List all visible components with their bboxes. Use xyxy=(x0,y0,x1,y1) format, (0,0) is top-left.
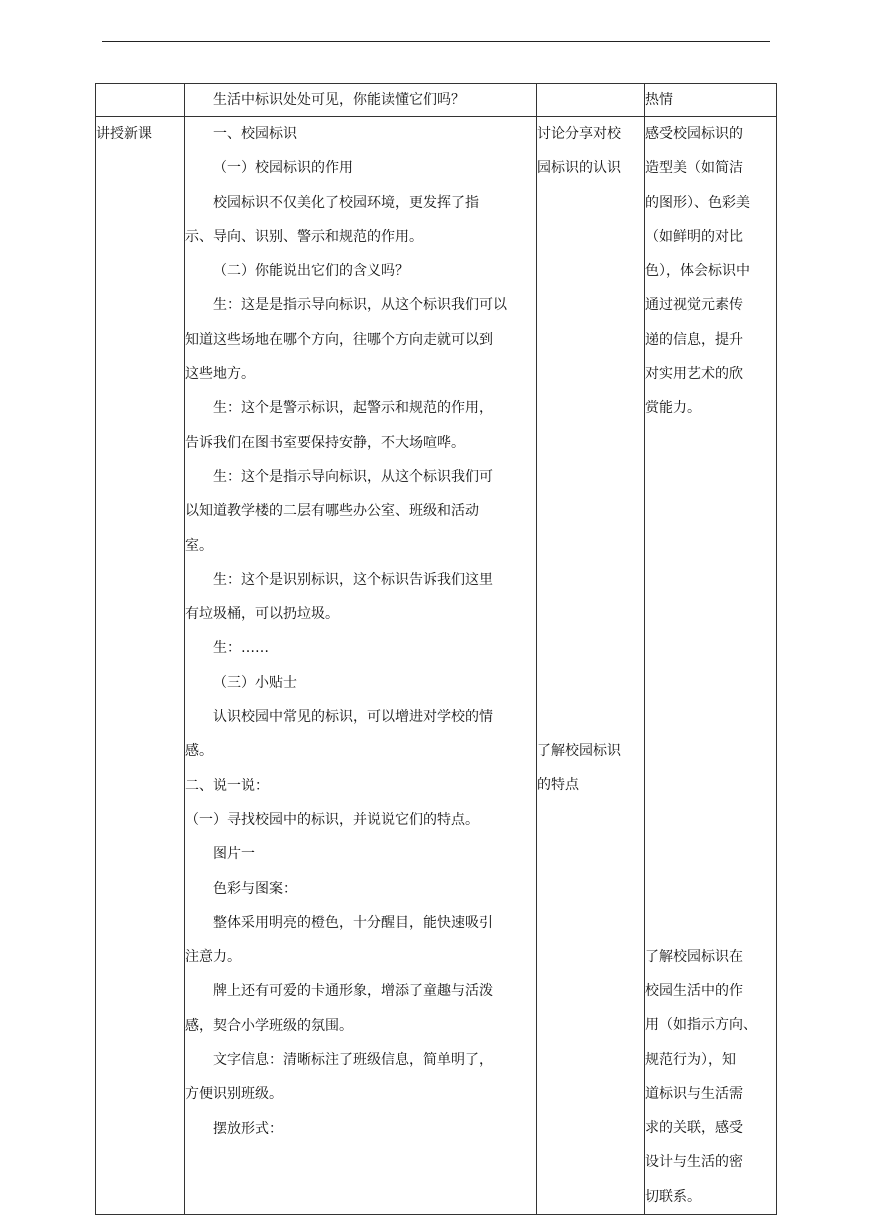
content-line: （一）寻找校园中的标识，并说说它们的特点。 xyxy=(185,811,479,828)
content-line: 图片一 xyxy=(213,846,255,863)
design-intent-line: 的图形）、色彩美 xyxy=(645,194,750,211)
content-line: 认识校园中常见的标识，可以增进对学校的情 xyxy=(213,709,493,726)
table-row xyxy=(96,117,777,1215)
student-activity-cell xyxy=(537,117,645,1215)
design-intent-line: 递的信息，提升 xyxy=(645,331,743,348)
intent-cell-top xyxy=(645,84,777,117)
content-line: （三）小贴士 xyxy=(213,674,297,691)
content-line: （二）你能说出它们的含义吗？ xyxy=(213,263,409,280)
activity-cell-empty xyxy=(537,84,645,117)
design-intent-line: 通过视觉元素传 xyxy=(645,297,743,314)
student-activity-line: 讨论分享对校 xyxy=(537,126,621,142)
content-line: 方便识别班级。 xyxy=(185,1086,283,1103)
content-line: 告诉我们在图书室要保持安静，不大场喧哗。 xyxy=(185,434,465,451)
student-activity-line: 了解校园标识 xyxy=(537,742,621,759)
content-line: 文字信息：清晰标注了班级信息，简单明了， xyxy=(213,1052,493,1069)
design-intent-line: （如鲜明的对比 xyxy=(645,228,743,245)
content-line: 这些地方。 xyxy=(185,366,255,383)
content-line: 有垃圾桶，可以扔垃圾。 xyxy=(185,606,339,623)
design-intent-line: 色），体会标识中 xyxy=(645,263,750,280)
design-intent-line: 赏能力。 xyxy=(645,400,701,417)
table-row xyxy=(96,84,777,117)
content-line: 牌上还有可爱的卡通形象，增添了童趣与活泼 xyxy=(213,983,493,1000)
content-line: 感。 xyxy=(185,743,213,760)
design-intent-line: 造型美（如简洁 xyxy=(645,160,743,177)
student-activity-line: 的特点 xyxy=(537,776,579,793)
stage-label: 讲授新课 xyxy=(96,126,152,142)
content-cell xyxy=(185,117,537,1215)
content-line: 示、导向、识别、警示和规范的作用。 xyxy=(185,228,423,245)
design-intent-line: 对实用艺术的欣 xyxy=(645,366,743,383)
lesson-plan-table xyxy=(95,83,777,1215)
content-line: （一）校园标识的作用 xyxy=(213,160,353,177)
design-intent-cell xyxy=(645,117,777,1215)
header-rule xyxy=(102,41,770,42)
intro-cell xyxy=(185,84,537,117)
intro-text: 生活中标识处处可见，你能读懂它们吗？ xyxy=(213,92,465,108)
design-intent-line: 道标识与生活需 xyxy=(645,1085,743,1102)
content-line: 生：…… xyxy=(213,640,269,657)
content-line: 以知道教学楼的二层有哪些办公室、班级和活动 xyxy=(185,503,479,520)
content-line: 一、校园标识 xyxy=(213,126,297,142)
content-line: 色彩与图案： xyxy=(213,880,297,897)
content-line: 生：这个是警示标识，起警示和规范的作用， xyxy=(213,400,493,417)
design-intent-line: 规范行为），知 xyxy=(645,1051,736,1068)
design-intent-line: 切联系。 xyxy=(645,1188,701,1205)
content-line: 生：这个是指示导向标识，从这个标识我们可 xyxy=(213,468,493,485)
stage-cell xyxy=(96,117,185,1215)
design-intent-line: 了解校园标识在 xyxy=(645,948,743,965)
content-line: 校园标识不仅美化了校园环境，更发挥了指 xyxy=(213,194,479,211)
content-line: 感，契合小学班级的氛围。 xyxy=(185,1017,353,1034)
design-intent-line: 校园生活中的作 xyxy=(645,982,743,999)
content-line: 二、说一说： xyxy=(185,777,269,794)
student-activity-line: 园标识的认识 xyxy=(537,160,621,177)
content-line: 生：这是是指示导向标识，从这个标识我们可以 xyxy=(213,297,507,314)
intent-text-top: 热情 xyxy=(645,92,673,108)
content-line: 生：这个是识别标识，这个标识告诉我们这里 xyxy=(213,571,493,588)
content-line: 注意力。 xyxy=(185,949,241,966)
content-line: 室。 xyxy=(185,537,213,554)
content-line: 整体采用明亮的橙色，十分醒目，能快速吸引 xyxy=(213,914,493,931)
design-intent-line: 设计与生活的密 xyxy=(645,1154,743,1171)
design-intent-line: 感受校园标识的 xyxy=(645,126,743,142)
design-intent-line: 求的关联，感受 xyxy=(645,1120,743,1137)
design-intent-line: 用（如指示方向、 xyxy=(645,1017,757,1034)
content-line: 摆放形式： xyxy=(213,1120,283,1137)
content-line: 知道这些场地在哪个方向，往哪个方向走就可以到 xyxy=(185,331,493,348)
stage-cell-empty xyxy=(96,84,185,117)
